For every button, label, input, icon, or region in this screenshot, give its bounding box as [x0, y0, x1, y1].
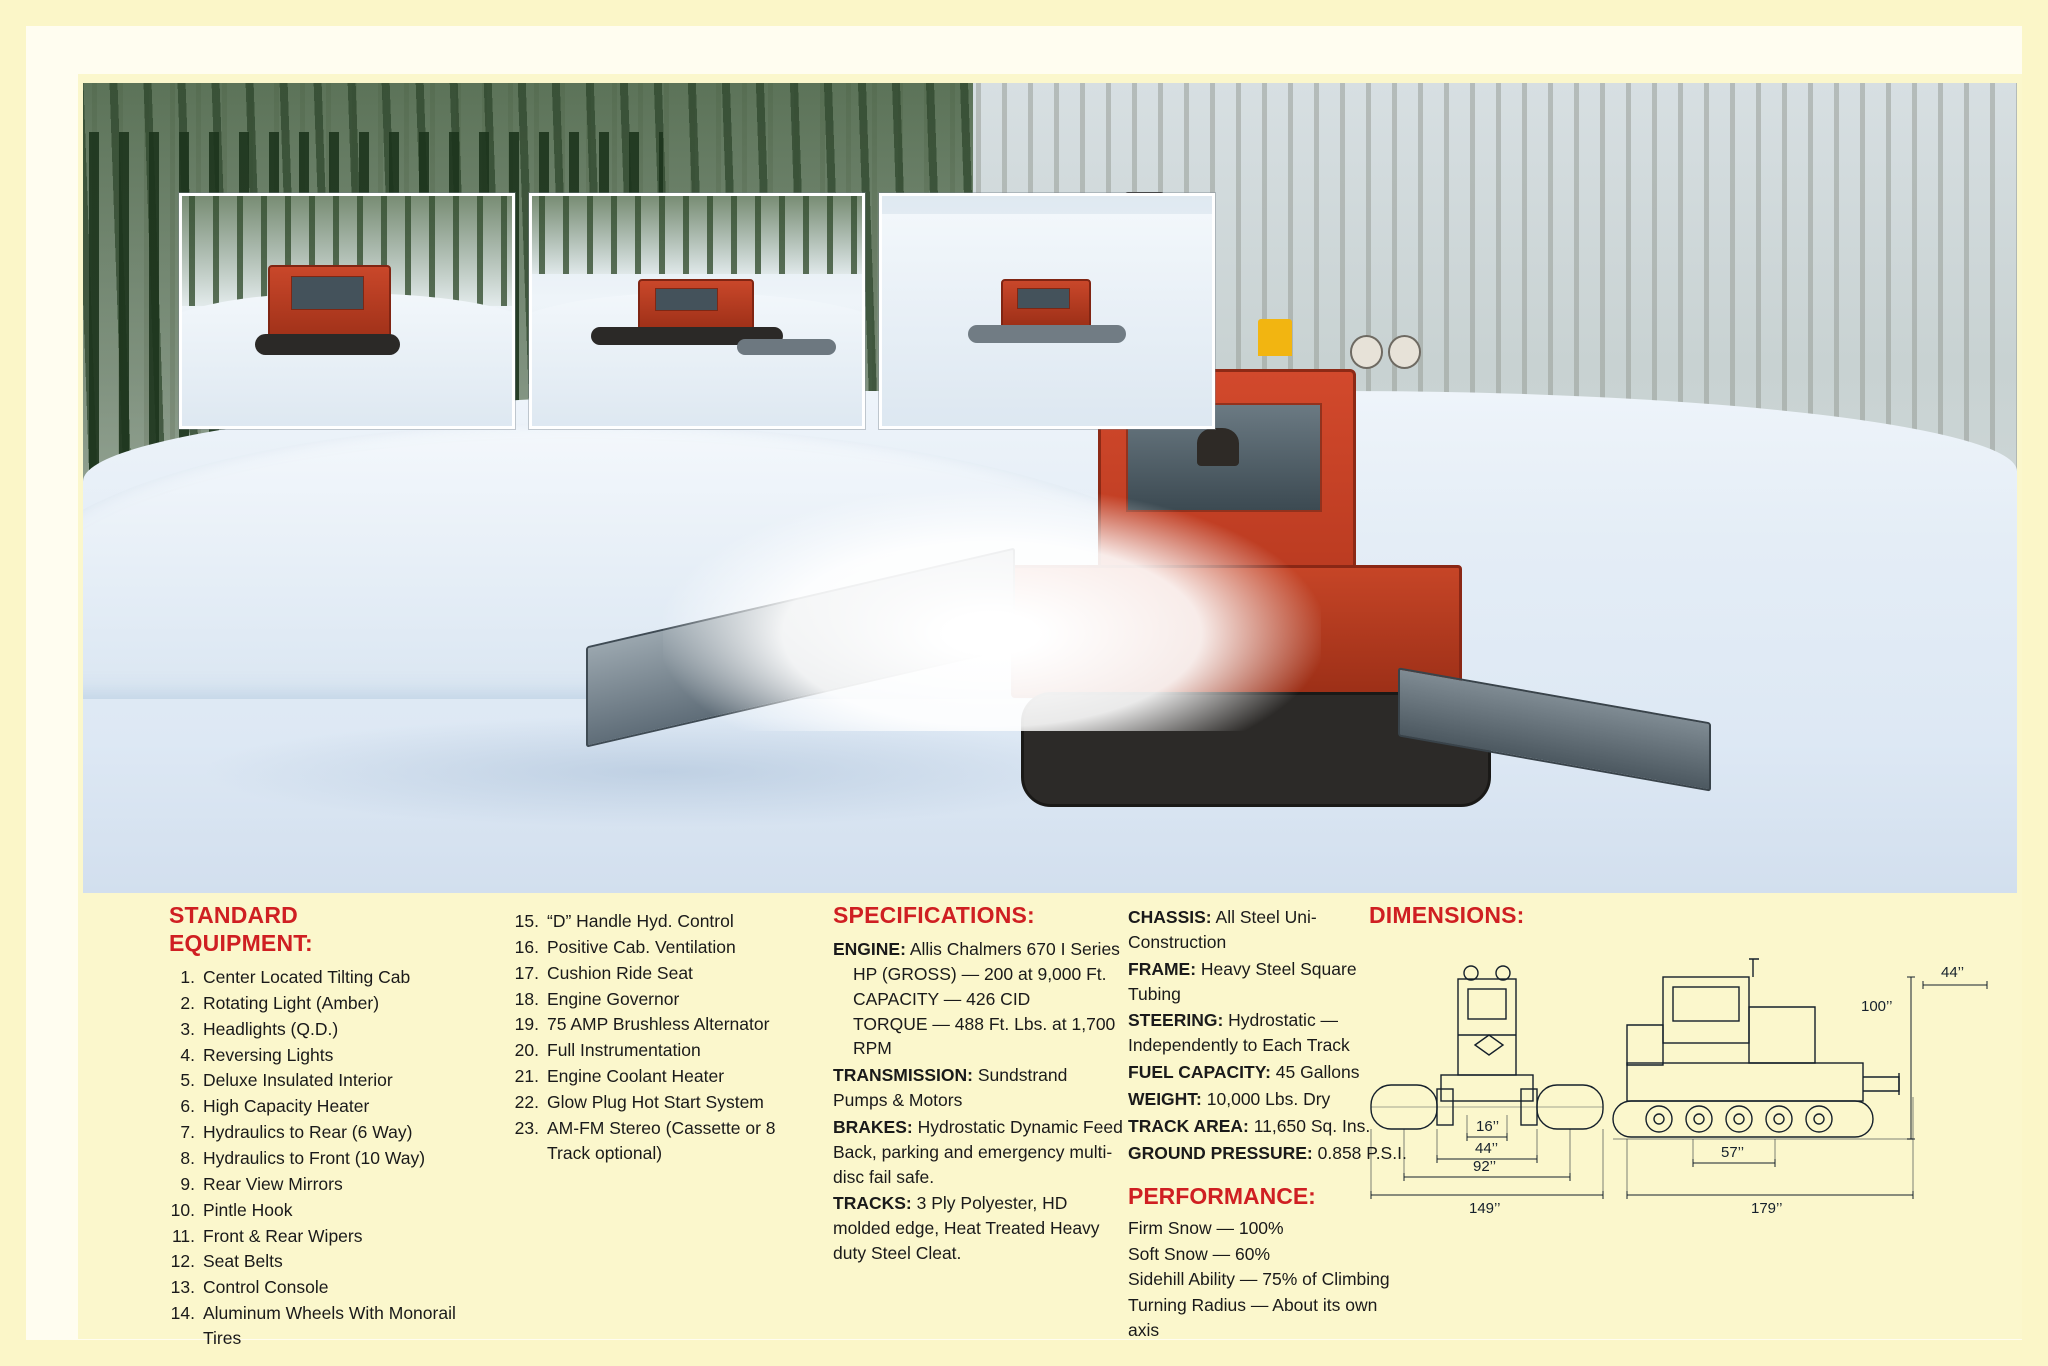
- list-item: [169, 1146, 459, 1171]
- item-text: 75 AMP Brushless Alternator: [547, 1014, 770, 1035]
- specifications-column: [833, 901, 1123, 1268]
- item-number: 14.: [170, 1303, 195, 1324]
- item-text: High Capacity Heater: [203, 1096, 370, 1117]
- spec-label: ENGINE:: [833, 939, 906, 960]
- item-text: Pintle Hook: [203, 1199, 293, 1220]
- front-view-drawing: [1371, 966, 1603, 1129]
- list-item: [513, 1090, 813, 1115]
- item-number: 15.: [514, 911, 539, 931]
- standard-equipment-list-1: [169, 965, 459, 1351]
- list-item: [513, 987, 813, 1012]
- item-text: Engine Coolant Heater: [547, 1066, 725, 1087]
- item-text: Front & Rear Wipers: [203, 1225, 363, 1246]
- list-item: [169, 991, 459, 1016]
- inset-photo-strip: [179, 193, 1215, 429]
- spec-value: Sundstrand Pumps & Motors: [833, 1065, 1068, 1111]
- dimensions-diagram: [1363, 937, 2013, 1307]
- list-item: [169, 1068, 459, 1093]
- item-text: Deluxe Insulated Interior: [203, 1070, 393, 1091]
- spec-value: All Steel Uni-Construction: [1128, 907, 1317, 952]
- list-item: [169, 1301, 459, 1351]
- spec-label: TRANSMISSION:: [833, 1065, 973, 1086]
- inset-photo-1: [179, 193, 515, 429]
- dim-side-height: 100’’: [1861, 998, 1893, 1016]
- list-item: [169, 1017, 459, 1042]
- item-text: Cushion Ride Seat: [547, 962, 693, 983]
- item-text: Aluminum Wheels With Monorail Tires: [203, 1303, 456, 1348]
- performance-item: Soft Snow — 60%: [1128, 1243, 1271, 1264]
- spec-label: BRAKES:: [833, 1116, 913, 1137]
- inset2-tiller: [737, 339, 836, 355]
- spec-value: Hydrostatic — Independently to Each Track: [1128, 1010, 1350, 1056]
- standard-equipment-heading-line1: STANDARD: [169, 902, 298, 928]
- list-item: [169, 965, 459, 990]
- dim-side-cab-width: 44’’: [1941, 964, 1965, 982]
- list-item: [513, 1116, 813, 1166]
- standard-equipment-heading-line2: EQUIPMENT:: [169, 930, 313, 957]
- item-text: Rear View Mirrors: [203, 1173, 343, 1194]
- driver-silhouette: [1197, 428, 1239, 466]
- item-number: 4.: [180, 1044, 195, 1065]
- list-item: [513, 1038, 813, 1063]
- spec-label: TRACKS:: [833, 1193, 912, 1214]
- inset2-trees: [532, 196, 862, 274]
- item-text: Full Instrumentation: [547, 1040, 701, 1061]
- spec-value: 45 Gallons: [1275, 1062, 1360, 1083]
- item-number: 20.: [514, 1040, 539, 1061]
- inset3-tiller: [968, 325, 1126, 343]
- inset-photo-2: [529, 193, 865, 429]
- specifications-panel: [83, 901, 2017, 1348]
- item-number: 8.: [180, 1148, 195, 1168]
- amber-beacon-light: [1258, 319, 1292, 357]
- item-number: 22.: [514, 1091, 539, 1112]
- spec-sub: HP (GROSS) — 200 at 9,000 Ft.: [853, 963, 1107, 984]
- item-number: 6.: [180, 1096, 195, 1117]
- spec-value: 11,650 Sq. Ins.: [1253, 1115, 1371, 1136]
- list-item: [169, 1172, 459, 1197]
- item-number: 18.: [514, 988, 539, 1009]
- item-number: 11.: [171, 1225, 195, 1246]
- list-item: [169, 1275, 459, 1300]
- spec-tracks: [833, 1191, 1123, 1266]
- page-white-frame: [26, 26, 2022, 1348]
- spec-value: 0.858 P.S.I.: [1317, 1142, 1407, 1163]
- list-item: [169, 1043, 459, 1068]
- item-text: Center Located Tilting Cab: [203, 967, 411, 988]
- standard-equipment-heading: [169, 901, 459, 957]
- spec-transmission: [833, 1063, 1123, 1113]
- item-text: Hydraulics to Rear (6 Way): [203, 1122, 413, 1143]
- spec-label: GROUND PRESSURE:: [1128, 1142, 1313, 1163]
- list-item: [513, 961, 813, 986]
- item-number: 9.: [180, 1173, 195, 1194]
- item-text: Glow Plug Hot Start System: [547, 1091, 764, 1112]
- dimensions-heading: DIMENSIONS:: [1369, 902, 1525, 928]
- headlight-left: [1350, 335, 1383, 368]
- item-number: 19.: [514, 1014, 539, 1035]
- spec-sub: CAPACITY — 426 CID: [853, 988, 1031, 1009]
- item-text: Rotating Light (Amber): [203, 992, 380, 1013]
- dim-front-inner-width: 44’’: [1475, 1140, 1499, 1158]
- spec-value: 10,000 Lbs. Dry: [1206, 1088, 1331, 1109]
- inset2-cab-glass: [655, 288, 718, 311]
- standard-equipment-column: [169, 901, 459, 1352]
- inset3-tractor: [1001, 279, 1091, 329]
- item-number: 3.: [180, 1018, 195, 1039]
- item-text: “D” Handle Hyd. Control: [547, 911, 734, 931]
- list-item: [169, 1120, 459, 1145]
- item-number: 1.: [180, 967, 195, 988]
- inset1-cab-glass: [291, 276, 364, 309]
- spec-label: CHASSIS:: [1128, 907, 1212, 927]
- item-text: Positive Cab. Ventilation: [547, 936, 736, 957]
- spec-label: STEERING:: [1128, 1010, 1224, 1031]
- dim-side-overall-length: 179’’: [1751, 1200, 1783, 1218]
- item-number: 17.: [514, 962, 539, 983]
- standard-equipment-list-2: [513, 909, 813, 1165]
- spec-brakes: [833, 1115, 1123, 1190]
- spec-value: Hydrostatic Dynamic Feed Back, parking and emergency multi-disc fail safe.: [833, 1116, 1123, 1187]
- list-item: [169, 1094, 459, 1119]
- dim-side-track-contact: 57’’: [1721, 1144, 1745, 1162]
- performance-heading: PERFORMANCE:: [1128, 1183, 1316, 1210]
- side-view-drawing: [1613, 959, 1913, 1139]
- performance-item: Sidehill Ability — 75% of Climbing: [1128, 1269, 1390, 1290]
- item-number: 23.: [514, 1117, 539, 1138]
- item-number: 2.: [180, 992, 195, 1013]
- headlight-right: [1388, 335, 1421, 368]
- item-number: 16.: [514, 936, 539, 957]
- spec-value: Heavy Steel Square Tubing: [1128, 958, 1357, 1004]
- item-number: 21.: [514, 1066, 539, 1087]
- standard-equipment-column-2: [513, 909, 813, 1166]
- spec-value: 3 Ply Polyester, HD molded edge, Heat Treated Heavy duty Steel Cleat.: [833, 1193, 1100, 1264]
- item-text: Hydraulics to Front (10 Way): [203, 1148, 426, 1168]
- item-number: 10.: [170, 1199, 195, 1220]
- inset2-tractor: [638, 279, 754, 334]
- snow-spray: [663, 488, 1321, 731]
- spec-label: FRAME:: [1128, 958, 1197, 979]
- list-item: [169, 1224, 459, 1249]
- item-number: 7.: [180, 1122, 195, 1143]
- dim-front-mid-width: 92’’: [1473, 1158, 1497, 1176]
- performance-item: Firm Snow — 100%: [1128, 1218, 1284, 1239]
- spec-label: TRACK AREA:: [1128, 1115, 1249, 1136]
- item-text: Seat Belts: [203, 1251, 283, 1272]
- item-text: AM-FM Stereo (Cassette or 8 Track optional): [547, 1117, 776, 1163]
- inset1-track: [255, 334, 400, 355]
- dimensions-column: [1363, 901, 2013, 1321]
- spec-sub: TORQUE — 488 Ft. Lbs. at 1,700 RPM: [853, 1013, 1116, 1059]
- item-text: Reversing Lights: [203, 1044, 334, 1065]
- list-item: [513, 1012, 813, 1037]
- item-text: Engine Governor: [547, 988, 680, 1009]
- list-item: [169, 1249, 459, 1274]
- spec-engine: [833, 937, 1123, 1061]
- spec-label: WEIGHT:: [1128, 1088, 1202, 1109]
- dim-front-track-width: 16’’: [1476, 1118, 1500, 1136]
- specifications-heading: SPECIFICATIONS:: [833, 902, 1035, 928]
- list-item: [513, 909, 813, 934]
- item-number: 12.: [170, 1251, 195, 1272]
- spec-label: FUEL CAPACITY:: [1128, 1062, 1271, 1083]
- inset-photo-3: [879, 193, 1215, 429]
- item-text: Headlights (Q.D.): [203, 1018, 339, 1039]
- spec-value: Allis Chalmers 670 I Series: [909, 939, 1120, 960]
- item-number: 5.: [180, 1070, 195, 1091]
- main-photo: [83, 83, 2017, 893]
- inset3-cab-glass: [1017, 288, 1070, 309]
- dim-front-overall-width: 149’’: [1469, 1200, 1501, 1218]
- list-item: [513, 935, 813, 960]
- item-text: Control Console: [203, 1277, 329, 1298]
- list-item: [169, 1198, 459, 1223]
- side-view-dimension-lines: [1627, 977, 1987, 1199]
- performance-item: Turning Radius — About its own axis: [1128, 1294, 1378, 1340]
- item-number: 13.: [170, 1277, 195, 1298]
- specifications-list: [833, 937, 1123, 1266]
- list-item: [513, 1064, 813, 1089]
- photo-snow-shadow: [199, 715, 1127, 828]
